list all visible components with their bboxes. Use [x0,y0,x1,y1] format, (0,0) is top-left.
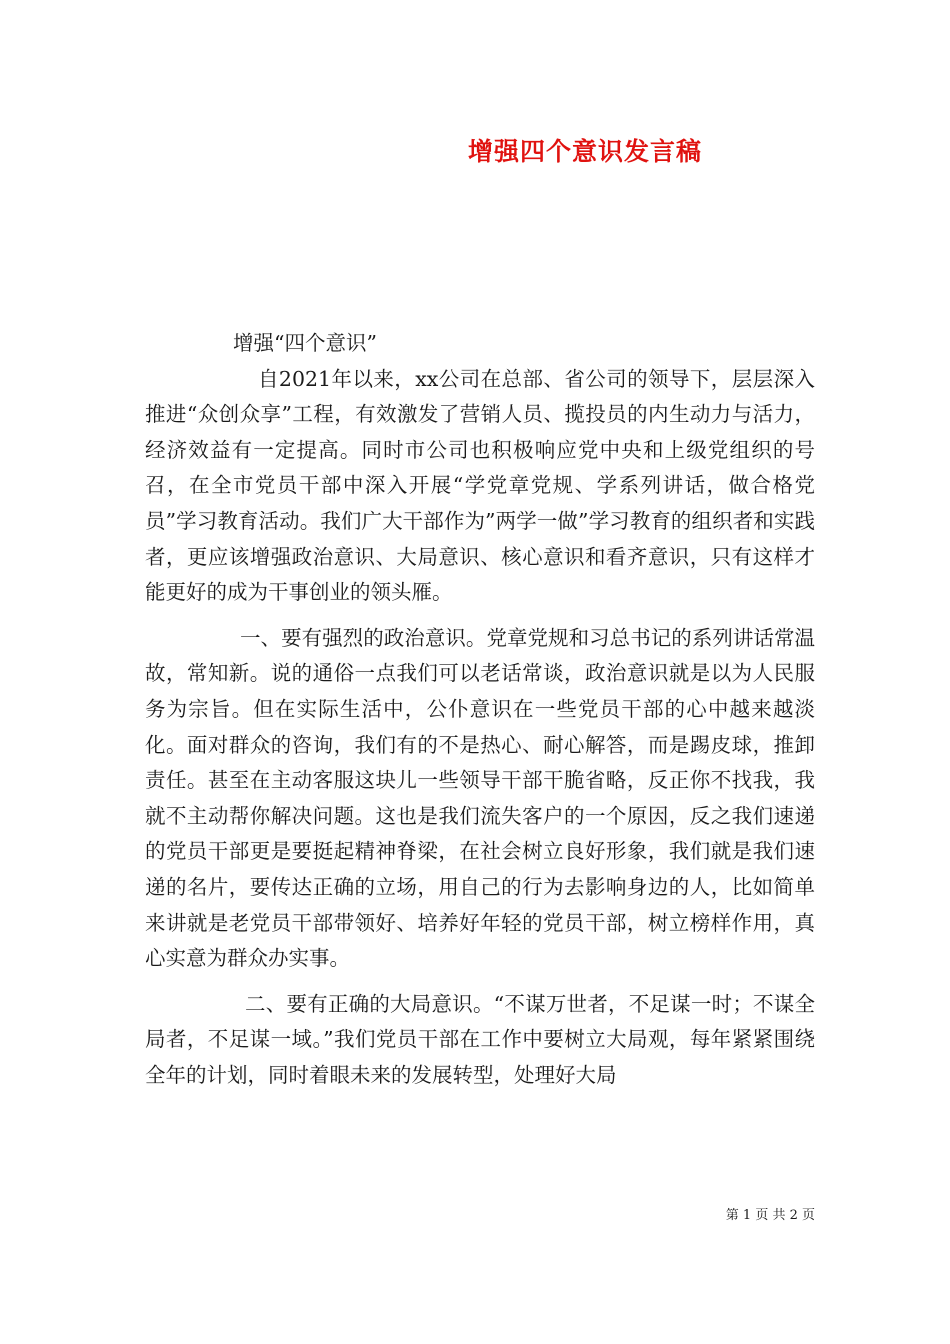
document-title: 增强四个意识发言稿 [467,137,702,166]
paragraph-overall-awareness: 二、要有正确的大局意识。“不谋万世者，不足谋一时；不谋全局者，不足谋一域。”我们党员干部在工作中要树立大局观，每年紧紧围绕全年的计划，同时着眼未来的发展转型，处理好大局 [145,991,815,1087]
document-subtitle: 增强“四个意识” [233,331,377,355]
page-number: 第 1 页 共 2 页 [725,1208,815,1223]
document-body [145,326,815,1093]
paragraph-intro: 自2021年以来，xx公司在总部、省公司的领导下，层层深入推进“众创众享”工程，有效激发了营销人员、揽投员的内生动力与活力，经济效益有一定提高。同时市公司也积极响应党中央和上级党组织的号召，在全市党员干部中深入开展“学党章党规、学系列讲话，做合格党员”学习教育活动。我们广大干部作为”两学一做”学习教育的组织者和实践者，更应该增强政治意识、大局意识、核心意识和看齐意识，只有这样才能更好的成为干事创业的领头雁。 [145,366,815,605]
paragraph-political-awareness: 一、要有强烈的政治意识。党章党规和习总书记的系列讲话常温故，常知新。说的通俗一点我们可以老话常谈，政治意识就是以为人民服务为宗旨。但在实际生活中，公仆意识在一些党员干部的心中越来越淡化。面对群众的咨询，我们有的不是热心、耐心解答，而是踢皮球，推卸责任。甚至在主动客服这块儿一些领导干部干脆省略，反正你不找我，我就不主动帮你解决问题。这也是我们流失客户的一个原因，反之我们速递的党员干部更是要挺起精神脊梁，在社会树立良好形象，我们就是我们速递的名片，要传达正确的立场，用自己的行为去影响身边的人，比如简单来讲就是老党员干部带领好、培养好年轻的党员干部，树立榜样作用，真心实意为群众办实事。 [145,625,815,971]
